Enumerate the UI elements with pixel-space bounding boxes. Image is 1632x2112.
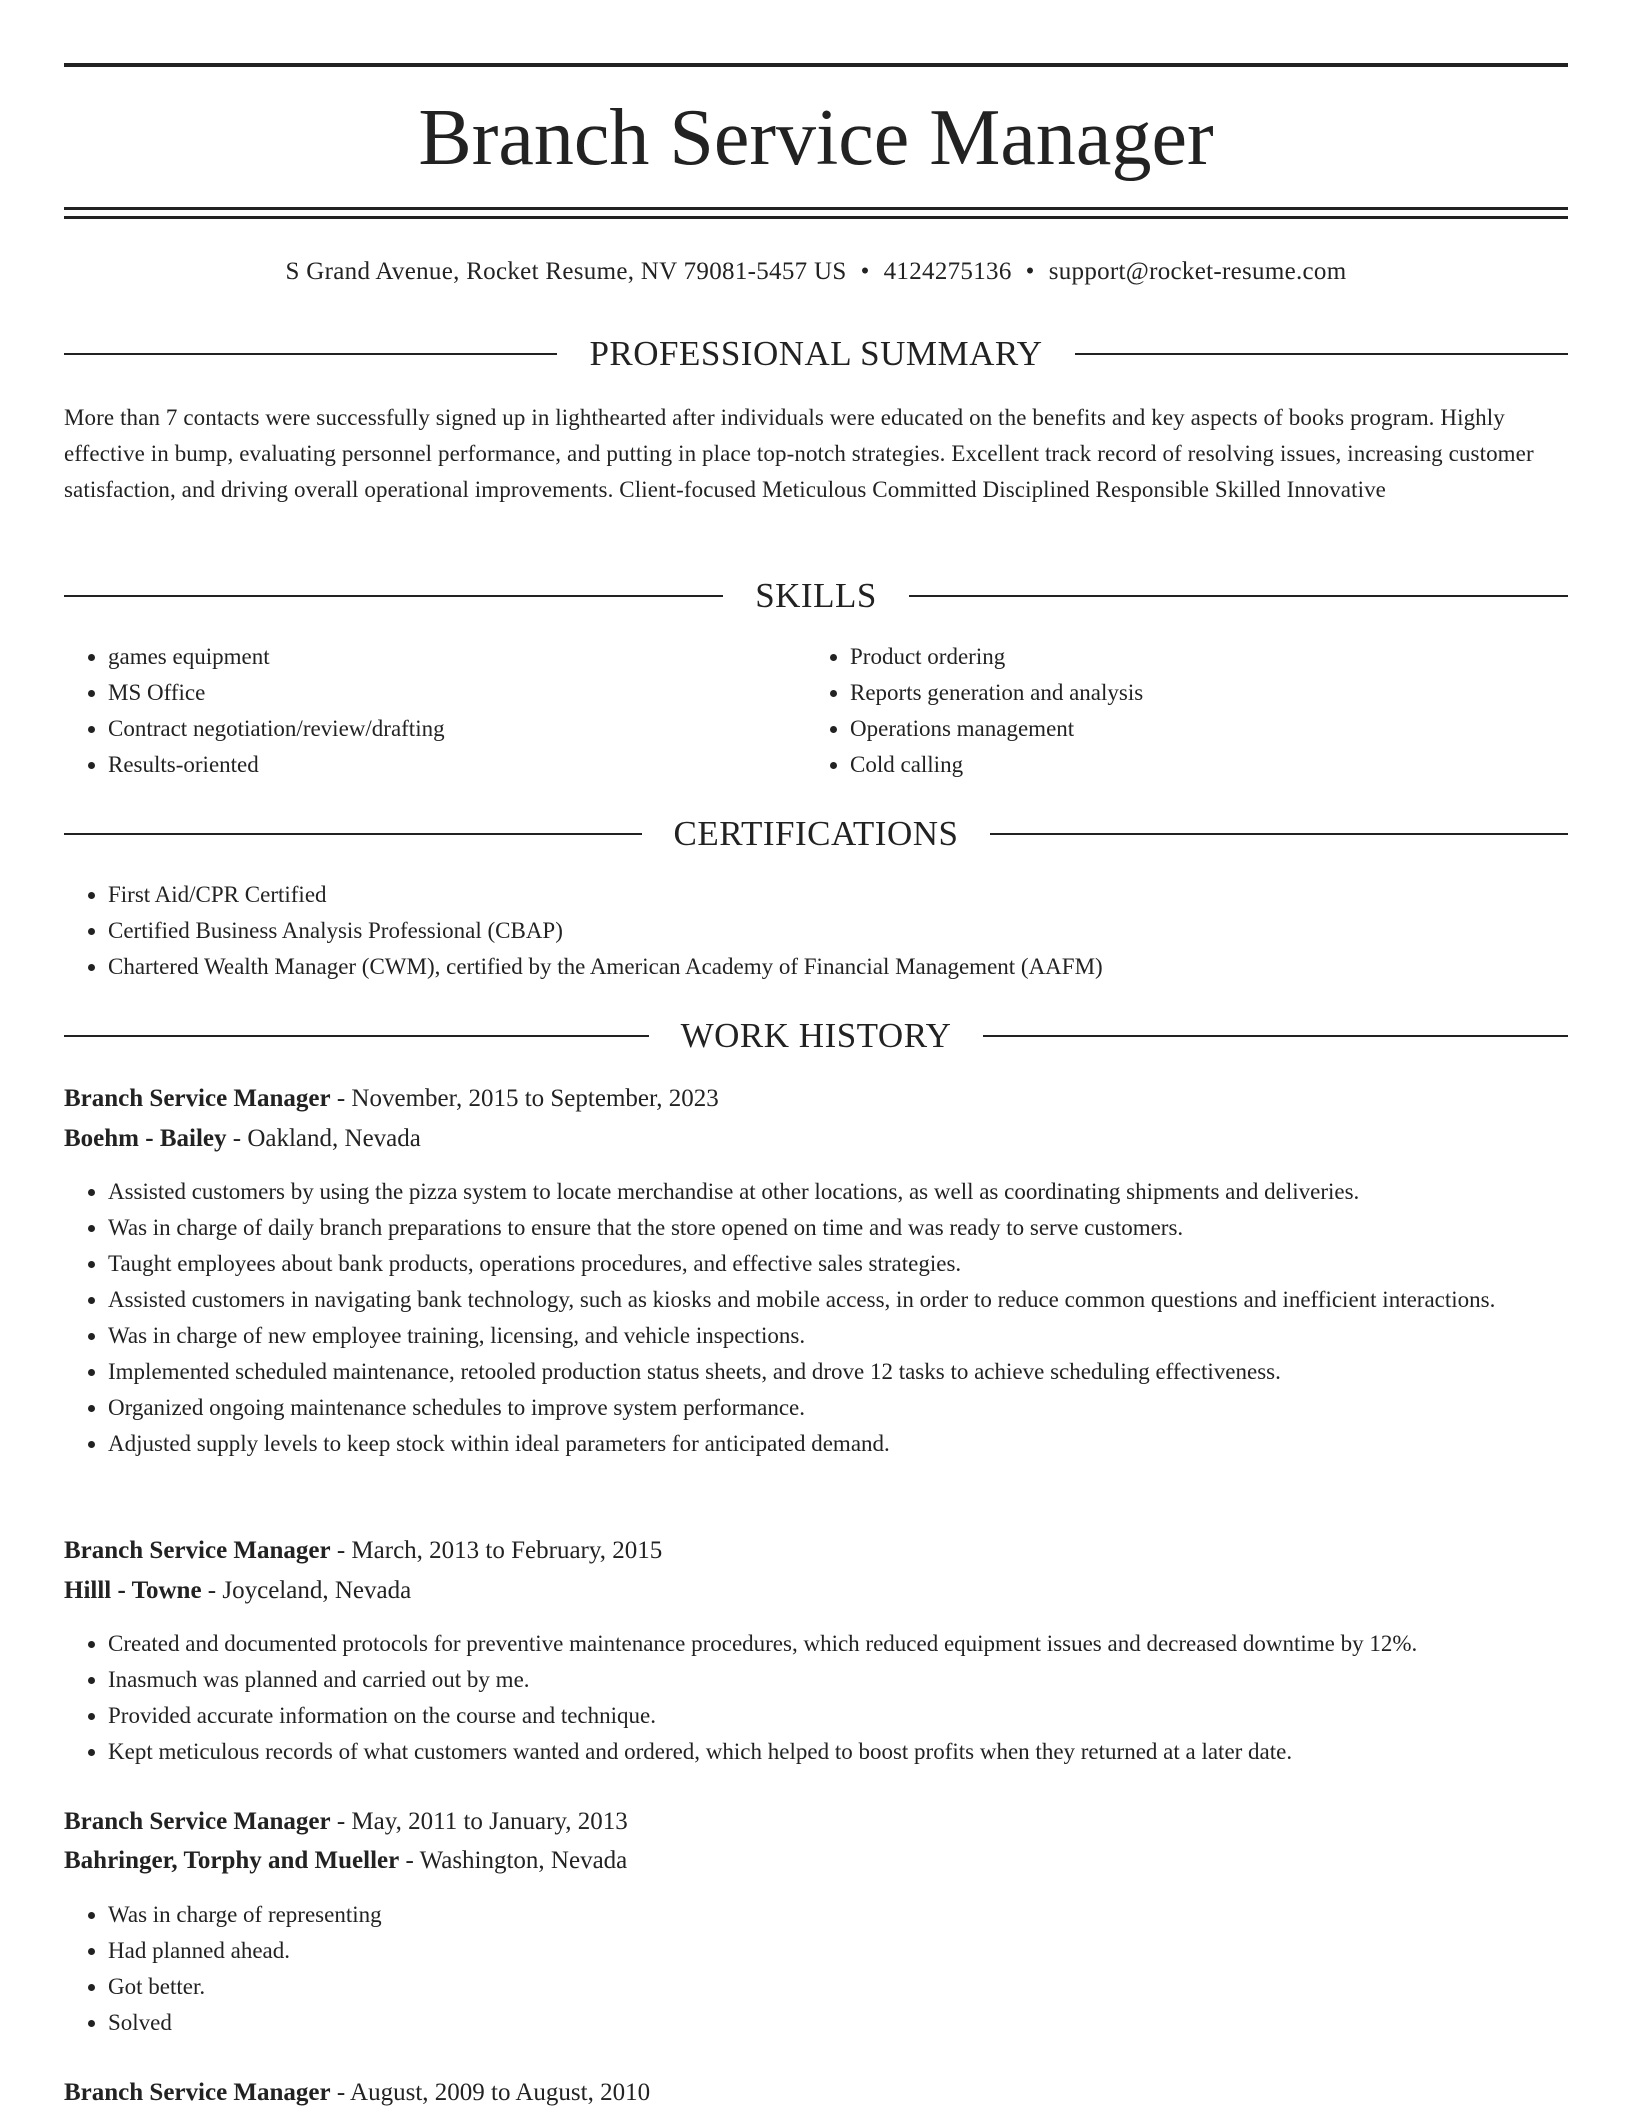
job-dates: - May, 2011 to January, 2013 [330,1808,628,1835]
job-title-line [64,1081,719,1117]
list-item: • Was in charge of representing [108,1897,1568,1933]
section-heading-work-history [64,1014,1568,1058]
heading-rule [64,833,642,835]
job-title-line [64,2075,650,2111]
section-title: PROFESSIONAL SUMMARY [589,334,1043,373]
job-bullets [64,1897,1568,2041]
section-title: CERTIFICATIONS [673,814,959,853]
list-item: • Created and documented protocols for preventive maintenance procedures, which reduced equipment issues and decreased downtime by 12%. [108,1626,1608,1662]
job-company-line [64,1843,627,1879]
list-item: • Adjusted supply levels to keep stock within ideal parameters for anticipated demand. [108,1426,1568,1462]
job-company-line [64,1121,421,1157]
separator-dot: • [860,258,870,285]
email: support@rocket-resume.com [1048,258,1347,285]
job-location: - Oakland, Nevada [226,1125,421,1152]
heading-rule [64,595,723,597]
job-location: - Washington, Nevada [399,1847,628,1874]
list-item: • Chartered Wealth Manager (CWM), certified by the American Academy of Financial Management (AAFM) [108,949,1568,985]
job-company: Bahringer, Torphy and Mueller [64,1847,400,1874]
list-item: • Results-oriented [108,747,798,783]
list-item: • Kept meticulous records of what customers wanted and ordered, which helped to boost profits when they returned at a later date. [108,1734,1608,1770]
list-item: • Was in charge of new employee training, licensing, and vehicle inspections. [108,1318,1568,1354]
job-role: Branch Service Manager [64,1085,331,1112]
list-item: • Operations management [850,711,1550,747]
top-rule [64,63,1568,67]
job-company-line [64,1573,411,1609]
job-dates: - March, 2013 to February, 2015 [330,1537,663,1564]
skills-list-right [806,639,1550,783]
heading-rule [983,1035,1568,1037]
contact-line [64,256,1568,288]
list-item: • Organized ongoing maintenance schedules to improve system performance. [108,1390,1568,1426]
job-bullets [64,1626,1608,1770]
job-role: Branch Service Manager [64,2079,331,2106]
list-item: • Inasmuch was planned and carried out by me. [108,1662,1608,1698]
phone: 4124275136 [883,258,1012,285]
job-bullets [64,1174,1568,1462]
list-item: • Taught employees about bank products, operations procedures, and effective sales strategies. [108,1246,1568,1282]
heading-rule [909,595,1568,597]
job-title-line [64,1533,662,1569]
title-rule-upper [64,207,1568,210]
list-item: • Cold calling [850,747,1550,783]
page-title: Branch Service Manager [418,94,1214,182]
title-rule-lower [64,216,1568,219]
heading-rule [64,1035,649,1037]
section-heading-summary [64,332,1568,376]
list-item: • Had planned ahead. [108,1933,1568,1969]
list-item: • Assisted customers by using the pizza system to locate merchandise at other locations, as well as coordinating shipments and deliveries. [108,1174,1568,1210]
job-role: Branch Service Manager [64,1808,331,1835]
section-heading-certifications [64,812,1568,856]
job-company: Boehm - Bailey [64,1125,227,1152]
heading-rule [1075,353,1568,355]
heading-rule [990,833,1568,835]
job-location: - Joyceland, Nevada [201,1577,412,1604]
address: S Grand Avenue, Rocket Resume, NV 79081-5457 US [285,258,847,285]
heading-rule [64,353,557,355]
section-title: SKILLS [755,576,877,615]
list-item: • First Aid/CPR Certified [108,877,1568,913]
section-title: WORK HISTORY [680,1016,952,1055]
job-dates: - August, 2009 to August, 2010 [330,2079,651,2106]
skills-list-left [64,639,798,783]
list-item: • Contract negotiation/review/drafting [108,711,798,747]
certifications-list [64,877,1568,985]
summary-text: More than 7 contacts were successfully signed up in lighthearted after individuals were educated on the benefits and key aspects of books program. Highly effective in bump, evaluating personnel performance, and putting in place top-notch strategies. Excellent track record of resolving issues, increasing customer satisfaction, and driving overall operational improvements. Client-focused Meticulous Committed Disciplined Responsible Skilled Innovative [64,405,1534,502]
list-item: • Implemented scheduled maintenance, retooled production status sheets, and drove 12 tasks to achieve scheduling effectiveness. [108,1354,1568,1390]
list-item: • Product ordering [850,639,1550,675]
list-item: • Reports generation and analysis [850,675,1550,711]
job-role: Branch Service Manager [64,1537,331,1564]
job-company: Hilll - Towne [64,1577,202,1604]
list-item: • Certified Business Analysis Professional (CBAP) [108,913,1568,949]
list-item: • games equipment [108,639,798,675]
separator-dot: • [1025,258,1035,285]
list-item: • Got better. [108,1969,1568,2005]
section-heading-skills [64,574,1568,618]
job-dates: - November, 2015 to September, 2023 [330,1085,719,1112]
list-item: • Was in charge of daily branch preparations to ensure that the store opened on time and was ready to serve customers. [108,1210,1568,1246]
job-title-line [64,1804,628,1840]
list-item: • Provided accurate information on the course and technique. [108,1698,1608,1734]
list-item: • MS Office [108,675,798,711]
list-item: • Solved [108,2005,1568,2041]
list-item: • Assisted customers in navigating bank technology, such as kiosks and mobile access, in order to reduce common questions and inefficient interactions. [108,1282,1568,1318]
